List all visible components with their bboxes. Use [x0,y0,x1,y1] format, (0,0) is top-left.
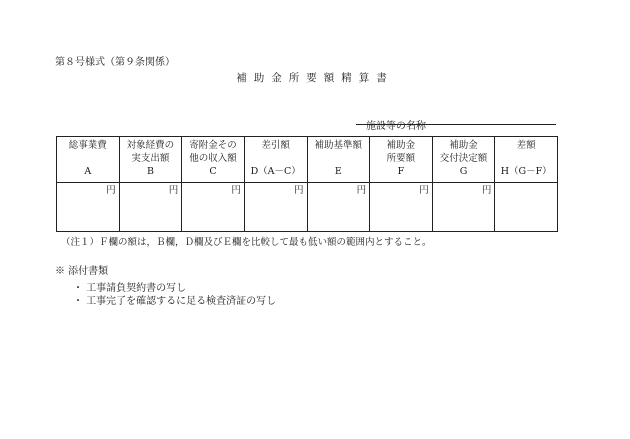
column-header: 総事業費 A [57,137,120,183]
column-header: 対象経費の 実支出額 B [119,137,182,183]
settlement-table [56,136,558,232]
table-value-row [57,183,558,232]
facility-name-line [356,124,556,125]
value-cell: 円 [244,183,307,232]
attachment-item: ・ 工事完了を確認するに足る検査済証の写し [73,296,277,307]
attachments-heading: ※ 添付書類 [55,266,109,277]
facility-name-label: 施設等の名称 [366,121,426,132]
document-title: 補助金所要額精算書 [236,72,394,84]
value-cell: 円 [370,183,433,232]
column-header: 寄附金その 他の収入額 C [182,137,245,183]
column-header: 補助金 交付決定額 G [432,137,495,183]
value-cell [495,183,558,232]
column-header: 補助金 所要額 F [370,137,433,183]
column-header: 差引額 D（A－C） [244,137,307,183]
attachment-item: ・ 工事請負契約書の写し [73,283,187,294]
value-cell: 円 [119,183,182,232]
value-cell: 円 [57,183,120,232]
table-header-row [57,137,558,183]
value-cell: 円 [182,183,245,232]
column-header: 差額 H（G－F） [495,137,558,183]
form-number: 第８号様式（第９条関係） [55,57,175,68]
column-header: 補助基準額 E [307,137,370,183]
value-cell: 円 [307,183,370,232]
table-note: （注１）Ｆ欄の額は，Ｂ欄，Ｄ欄及びＥ欄を比較して最も低い額の範囲内とすること。 [61,237,432,248]
value-cell: 円 [432,183,495,232]
